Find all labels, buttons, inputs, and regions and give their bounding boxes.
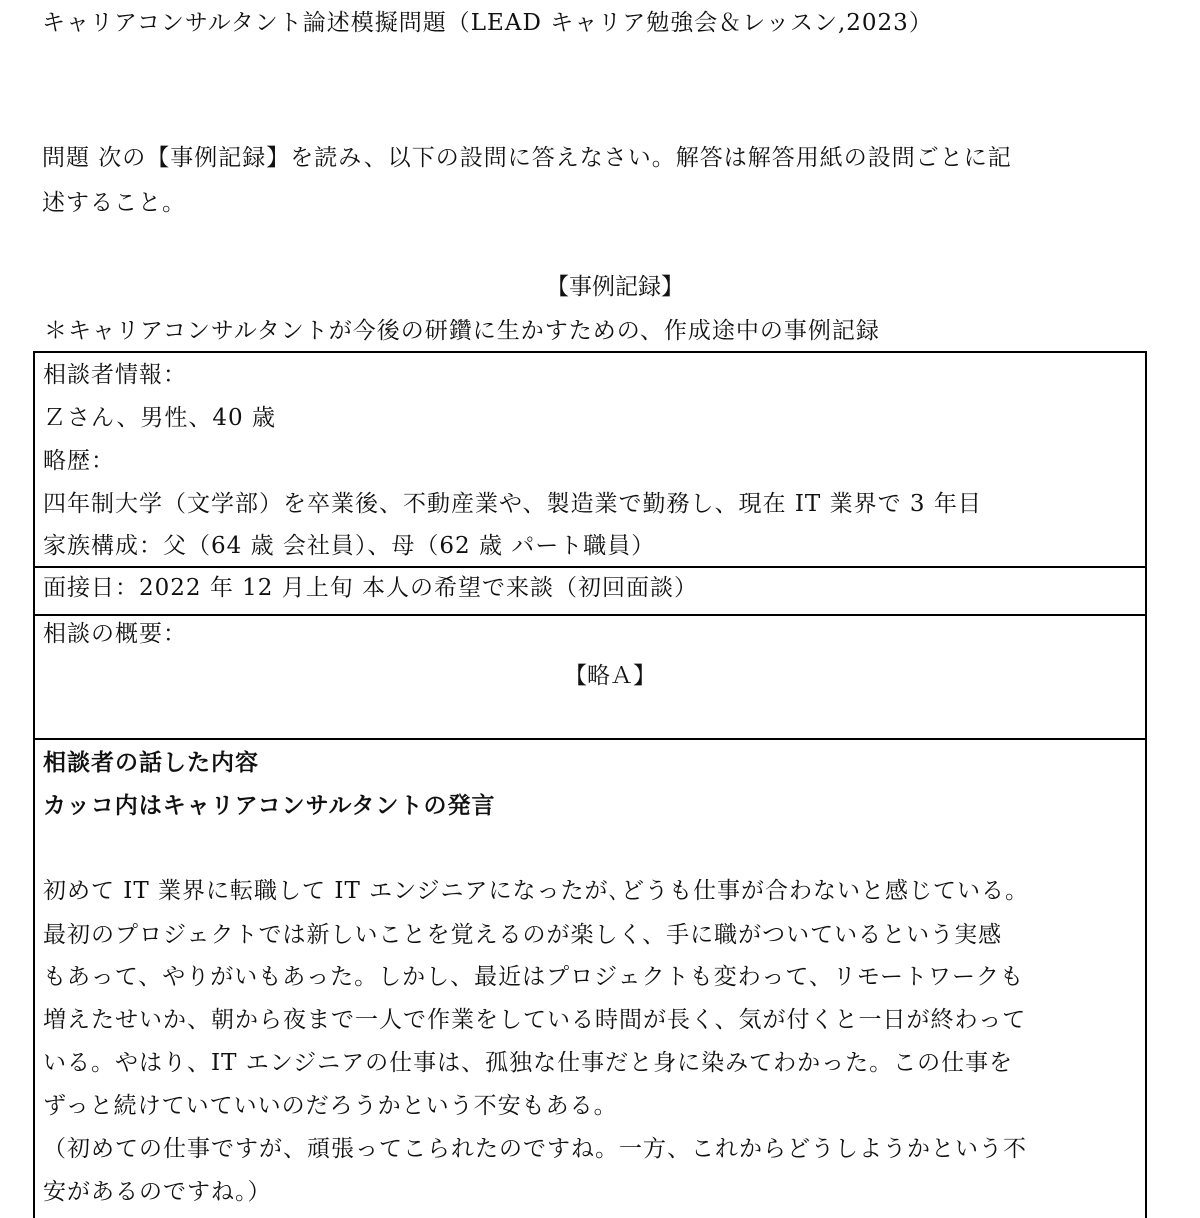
consultation-summary-box <box>33 614 1147 740</box>
family-composition: 家族構成：父（64 歳 会社員）、母（62 歳 パート職員） <box>43 533 656 559</box>
content-line: 安があるのですね。） <box>43 1179 272 1205</box>
question-text-line-1: 問題 次の【事例記録】を読み、以下の設問に答えなさい。解答は解答用紙の設問ごとに記 <box>42 145 1012 171</box>
document-title: キャリアコンサルタント論述模擬問題（LEAD キャリア勉強会＆レッスン,2023） <box>42 10 933 36</box>
client-info-box <box>33 351 1147 568</box>
content-heading: 相談者の話した内容 <box>43 749 259 776</box>
case-record-note: ＊キャリアコンサルタントが今後の研鑽に生かすための、作成途中の事例記録 <box>44 318 880 344</box>
case-record-title: 【事例記録】 <box>546 274 684 300</box>
content-subheading: カッコ内はキャリアコンサルタントの発言 <box>43 792 496 819</box>
history-label: 略歴： <box>43 448 115 474</box>
interview-date-box <box>33 568 1147 616</box>
content-line: 初めて IT 業界に転職して IT エンジニアになったが､どうも仕事が合わないと感じている。 <box>43 878 1030 904</box>
client-profile: Ｚさん、男性、40 歳 <box>43 405 276 431</box>
content-line: 最初のプロジェクトでは新しいことを覚えるのが楽しく、手に職がついているという実感 <box>43 922 1003 948</box>
client-history: 四年制大学（文学部）を卒業後、不動産業や、製造業で勤務し、現在 IT 業界で 3 年目 <box>43 491 982 517</box>
summary-placeholder: 【略Ａ】 <box>564 663 656 689</box>
client-info-label: 相談者情報： <box>43 362 187 388</box>
interview-date: 面接日：2022 年 12 月上旬 本人の希望で来談（初回面談） <box>43 575 699 601</box>
content-line: 増えたせいか、朝から夜まで一人で作業をしている時間が長く、気が付くと一日が終わって <box>43 1007 1027 1033</box>
content-line: （初めての仕事ですが、頑張ってこられたのですね。一方、これからどうしようかという不 <box>43 1136 1027 1162</box>
consultation-content-box <box>33 738 1147 1218</box>
question-text-line-2: 述すること。 <box>42 190 186 216</box>
summary-label: 相談の概要： <box>43 621 187 647</box>
content-line: ずっと続けていていいのだろうかという不安もある。 <box>43 1093 618 1119</box>
content-line: いる。やはり、IT エンジニアの仕事は、孤独な仕事だと身に染みてわかった。この仕事を <box>43 1050 1014 1076</box>
content-line: もあって、やりがいもあった。しかし、最近はプロジェクトも変わって、リモートワークも <box>43 964 1025 990</box>
